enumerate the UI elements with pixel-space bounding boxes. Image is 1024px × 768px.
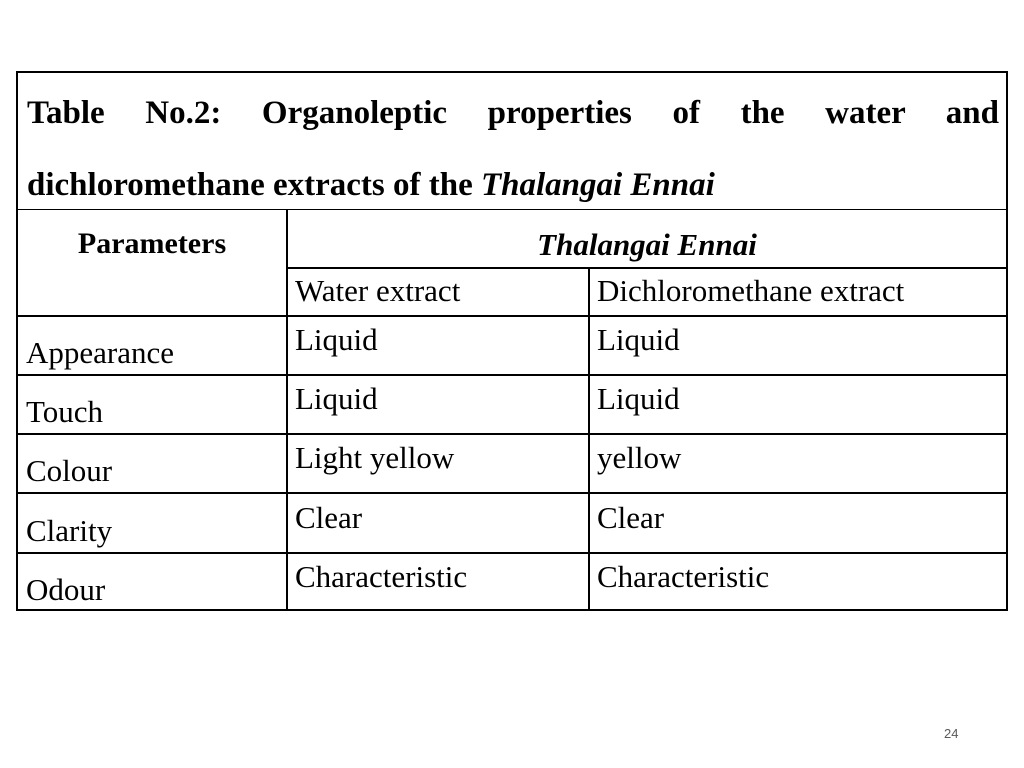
column-divider-extracts	[588, 268, 590, 611]
parameter-cell: Touch	[26, 394, 104, 429]
column-divider-parameters	[286, 210, 288, 611]
caption-plant-name: Thalangai Ennai	[480, 167, 715, 203]
slide-page-number: 24	[944, 726, 959, 741]
water-extract-cell: Liquid	[295, 322, 378, 357]
subheader-divider	[286, 267, 1006, 269]
row-divider-4	[18, 552, 1006, 554]
dichloromethane-extract-cell: Clear	[597, 500, 665, 535]
dichloromethane-extract-cell: Liquid	[597, 322, 680, 357]
water-extract-cell: Light yellow	[295, 440, 455, 475]
water-extract-cell: Liquid	[295, 381, 378, 416]
organoleptic-table	[16, 71, 1008, 611]
dichloromethane-extract-header: Dichloromethane extract	[597, 273, 905, 308]
caption-line-1: Table No.2: Organoleptic properties of the water and	[27, 95, 999, 131]
header-bottom-border	[18, 315, 1006, 317]
water-extract-cell: Clear	[295, 500, 363, 535]
dichloromethane-extract-cell: Liquid	[597, 381, 680, 416]
parameter-cell: Clarity	[26, 513, 113, 548]
dichloromethane-extract-cell: yellow	[597, 440, 682, 475]
row-divider-3	[18, 492, 1006, 494]
thalangai-ennai-header: Thalangai Ennai	[537, 227, 757, 262]
water-extract-header: Water extract	[295, 273, 461, 308]
parameter-cell: Colour	[26, 453, 113, 488]
caption-line-2	[27, 167, 715, 204]
dichloromethane-extract-cell: Characteristic	[597, 559, 770, 594]
water-extract-cell: Characteristic	[295, 559, 468, 594]
table-caption	[18, 73, 1006, 210]
caption-text: dichloromethane extracts of the	[27, 167, 481, 203]
parameters-header: Parameters	[77, 227, 227, 260]
row-divider-2	[18, 433, 1006, 435]
parameter-cell: Odour	[26, 572, 106, 607]
parameter-cell: Appearance	[26, 335, 175, 370]
row-divider-1	[18, 374, 1006, 376]
